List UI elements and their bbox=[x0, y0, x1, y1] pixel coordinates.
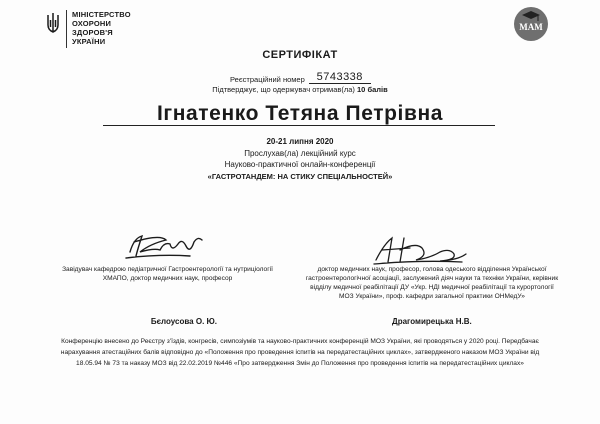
ministry-line: МІНІСТЕРСТВО bbox=[72, 10, 131, 19]
ministry-line: ЗДОРОВ'Я bbox=[72, 28, 113, 37]
event-date: 20-21 липня 2020 bbox=[266, 137, 334, 146]
course-line: Прослухав(ла) лекційний курс bbox=[244, 149, 356, 158]
confirm-line bbox=[0, 85, 600, 94]
right-signatory-name: Драгомирецька Н.В. bbox=[392, 317, 472, 326]
registration-number: 5743338 bbox=[309, 71, 371, 84]
ministry-logo bbox=[46, 10, 131, 48]
ministry-name bbox=[72, 10, 131, 46]
mam-logo bbox=[513, 6, 549, 42]
recipient-underline bbox=[103, 125, 495, 126]
trident-icon bbox=[46, 12, 60, 34]
mam-logo-text: MAM bbox=[519, 22, 543, 32]
left-signatory-name bbox=[60, 317, 275, 326]
registration-line bbox=[230, 71, 371, 84]
ministry-divider bbox=[66, 10, 67, 48]
footer-note: Конференцію внесено до Реєстру з'їздів, конгресів, симпозіумів та науково-практичних конференцій МОЗ України, які проводяться у 2020 році. Передбачає нарахування атестаційних балів відповідно до «Положення про проведення іспитів на передатестаційних циклах», затвердженого наказом МОЗ України від 18.05.94 № 73 та наказу МОЗ від 22.02.2019 №446 «Про затвердження Змін до Положення про проведення іспитів на передатестаційних циклах» bbox=[60, 338, 540, 367]
conference-title: «ГАСТРОТАНДЕМ: НА СТИКУ СПЕЦІАЛЬНОСТЕЙ» bbox=[207, 172, 393, 181]
left-signatory-name-text: Бєлоусова О. Ю. bbox=[150, 317, 217, 326]
certificate-title: СЕРТИФІКАТ bbox=[262, 49, 338, 61]
ministry-line: УКРАЇНИ bbox=[72, 37, 106, 46]
recipient-name: Ігнатенко Тетяна Петрівна bbox=[156, 102, 444, 125]
signature-right bbox=[370, 234, 470, 268]
signature-left bbox=[120, 230, 210, 264]
ministry-line: ОХОРОНИ bbox=[72, 19, 112, 28]
confirm-text: Підтверджує, що одержувач отримав(ла) bbox=[212, 85, 355, 94]
left-signatory-position: Завідувач кафедрою педіатричної Гастроентерології та нутриціології ХМАПО, доктор медичних наук, професор bbox=[62, 266, 273, 282]
conference-type: Науково-практичної онлайн-конференції bbox=[224, 160, 376, 169]
points: 10 балів bbox=[357, 85, 388, 94]
registration-label: Реєстраційний номер bbox=[230, 75, 305, 84]
right-signatory-position: доктор медичних наук, професор, голова одеського відділення Української гастроентерологічної асоціації, заслужений діяч науки та техніки України, керівник відділу медичної реабілітації ДУ «Укр. НДІ медичної реабілітації та курортології МОЗ України», проф. кафедри загальної практики ОНМедУ» bbox=[305, 266, 559, 300]
